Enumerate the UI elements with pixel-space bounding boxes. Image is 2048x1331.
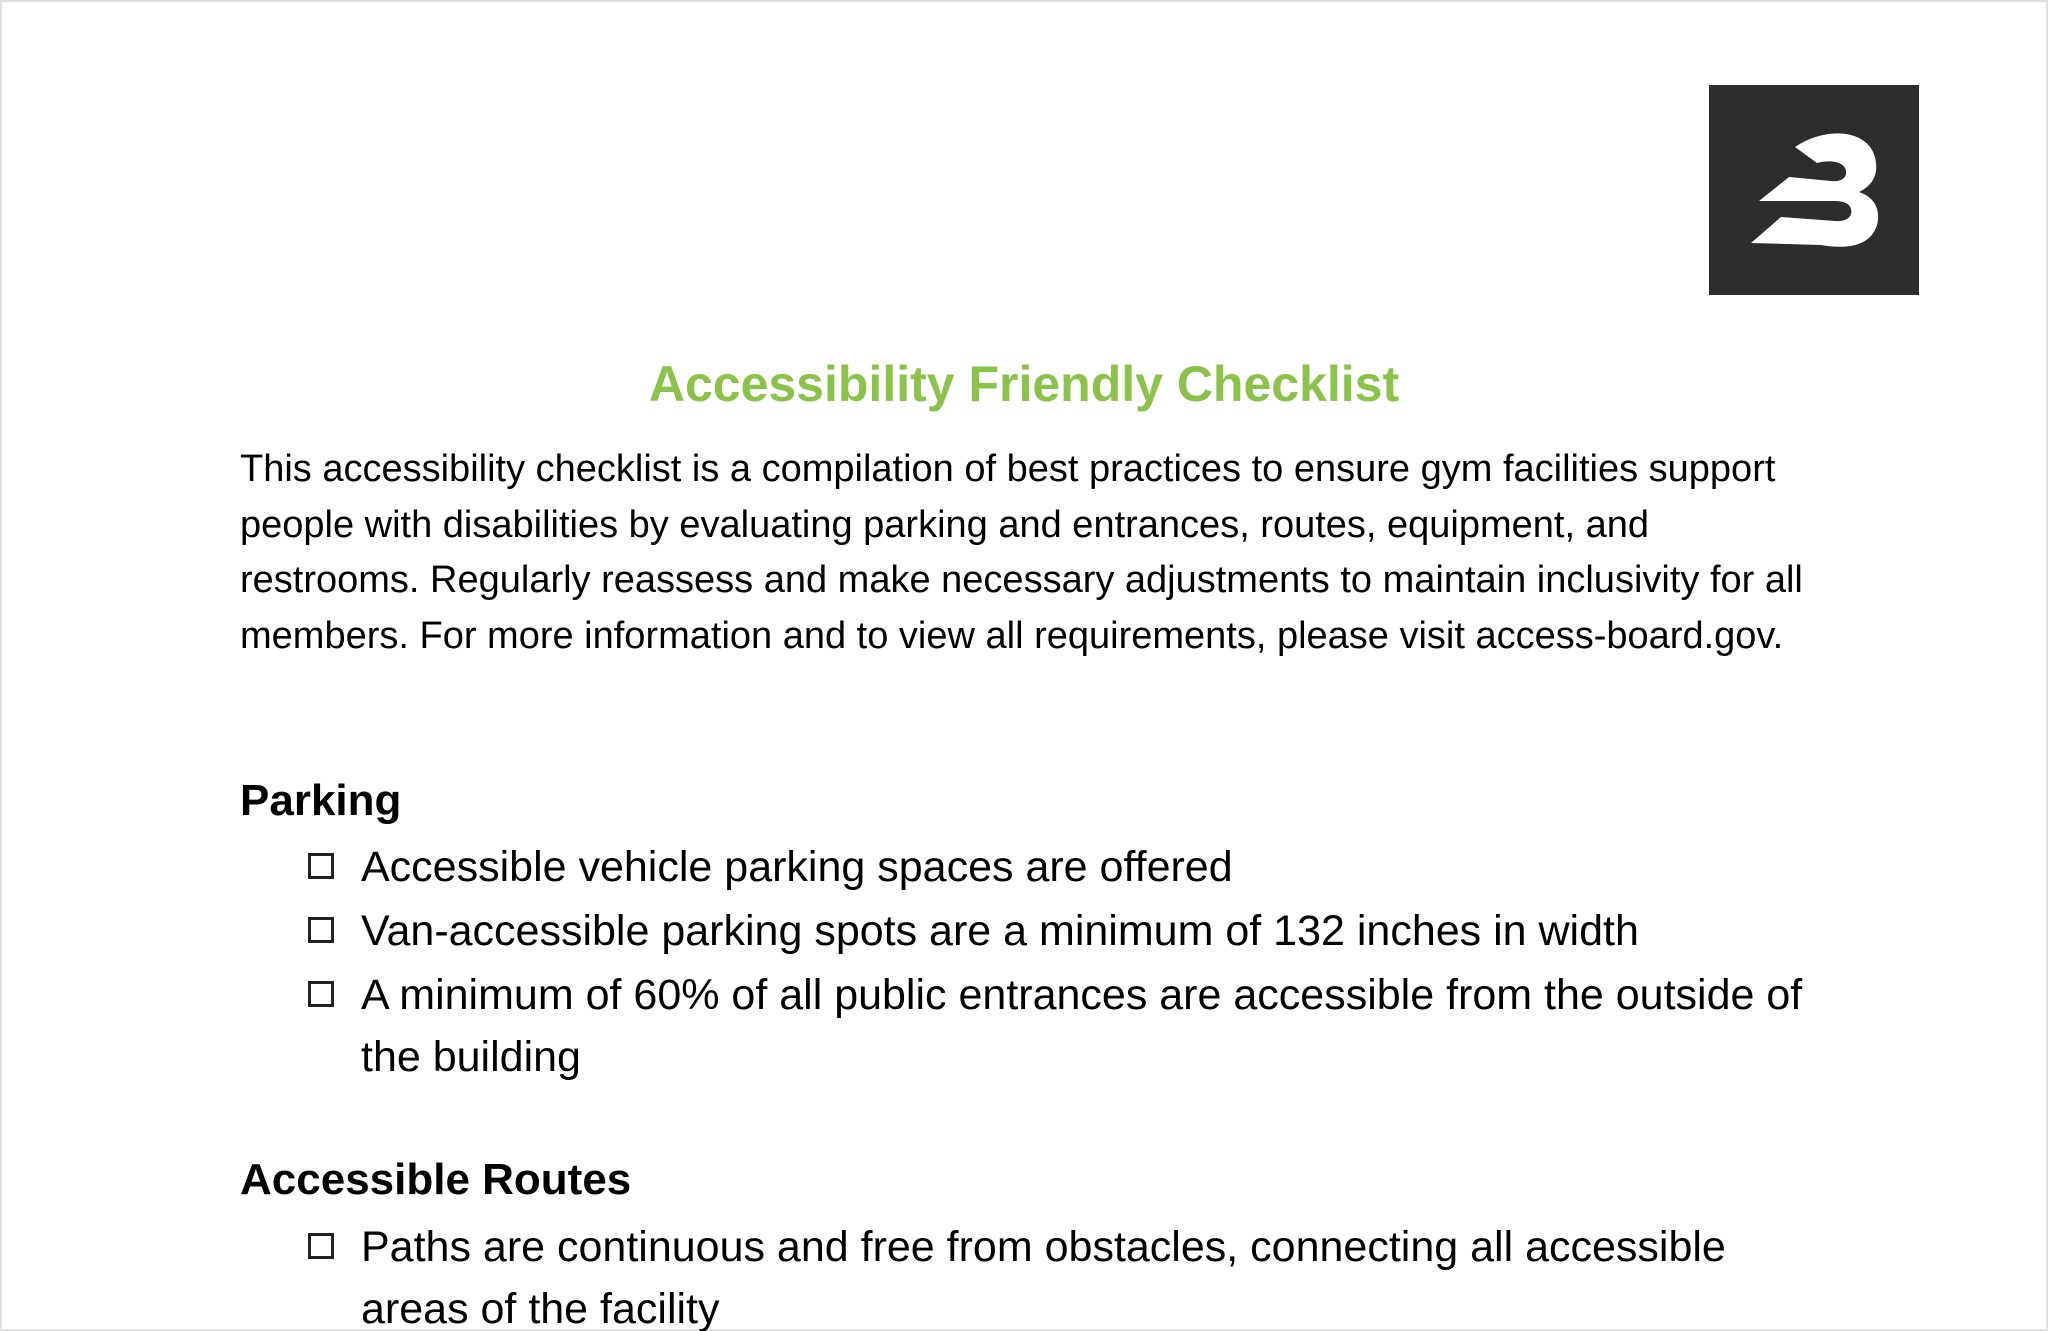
checklist-item [305,900,1845,962]
brand-logo [1709,85,1919,295]
accessible-routes-checklist [305,1216,1845,1331]
parking-checklist [305,836,1845,1090]
section-heading-accessible-routes: Accessible Routes [240,1155,632,1204]
checklist-item-label: Van-accessible parking spots are a minimum of 132 inches in width [361,907,1639,955]
checkbox[interactable] [308,1233,334,1259]
section-heading-parking: Parking [240,776,402,825]
checklist-item [305,1216,1845,1331]
checklist-item [305,964,1845,1088]
checkbox[interactable] [308,853,334,879]
checklist-item-label: Accessible vehicle parking spaces are offered [361,843,1233,891]
checklist-item-label: Paths are continuous and free from obstacles, connecting all accessible areas of the facility [361,1223,1726,1331]
checklist-item-label: A minimum of 60% of all public entrances are accessible from the outside of the building [361,971,1803,1081]
checklist-item [305,836,1845,898]
checkbox[interactable] [308,981,334,1007]
intro-paragraph: This accessibility checklist is a compilation of best practices to ensure gym facilities support people with disabilities by evaluating parking and entrances, routes, equipment, and restrooms. Regularly reassess and make necessary adjustments to maintain inclusivity for all members. For more information and to view all requirements, please visit access-board.gov. [240,448,1803,657]
brand-b-logo-icon [1709,85,1919,295]
document-title: Accessibility Friendly Checklist [648,356,1400,412]
checkbox[interactable] [308,917,334,943]
